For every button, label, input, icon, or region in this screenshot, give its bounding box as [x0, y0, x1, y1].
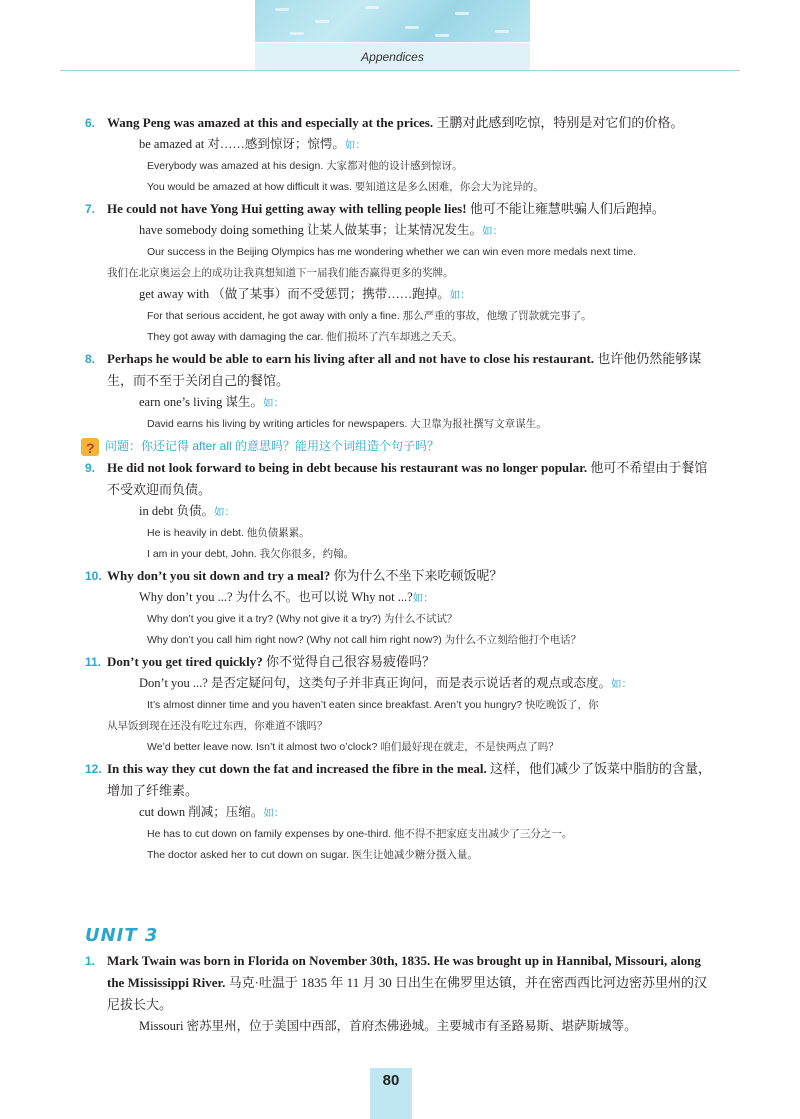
- entry-chinese: 王鹏对此感到吃惊，特别是对它们的价格。: [436, 115, 684, 130]
- entry-english: Wang Peng was amazed at this and especially at the prices.: [107, 115, 434, 130]
- usage-note: [139, 587, 713, 609]
- entry-number: 8.: [85, 352, 96, 366]
- entry-english: In this way they cut down the fat and increased the fibre in the meal.: [107, 761, 487, 776]
- example-sentence: Everybody was amazed at his design. 大家都对他的设计感到惊讶。: [147, 160, 463, 172]
- entry-number: 7.: [85, 202, 96, 216]
- header-divider: [60, 70, 740, 71]
- usage-note: [139, 1016, 713, 1037]
- entry-english: Why don’t you sit down and try a meal?: [107, 568, 331, 583]
- usage-note-text: have somebody doing something 让某人做某事；让某情况发生。: [139, 223, 483, 237]
- entry-english: Mark Twain was born in Florida on November 30th, 1835. He was brought up in Hannibal, Missouri, along the Mississippi River.: [107, 953, 701, 990]
- entry-number: 11.: [85, 655, 102, 669]
- example-continuation: 我们在北京奥运会上的成功让我真想知道下一届我们能否赢得更多的奖牌。: [107, 267, 454, 279]
- usage-note: [139, 673, 713, 695]
- usage-note-text: Missouri 密苏里州，位于美国中西部，首府杰佛逊城。主要城市有圣路易斯、堪萨斯城等。: [139, 1019, 637, 1033]
- page-number: 80: [382, 1072, 400, 1089]
- example-sentence: Why don’t you give it a try? (Why not give it a try?) 为什么不试试？: [147, 613, 458, 625]
- example-sentence: It’s almost dinner time and you haven’t eaten since breakfast. Aren’t you hungry? 快吃晚饭了，你: [147, 699, 599, 711]
- entry-heading: [85, 758, 713, 802]
- usage-note-text: in debt 负债。: [139, 504, 214, 518]
- entry-chinese: 这样，他们减少了饭菜中脂肪的含量，增加了纤维素。: [107, 761, 712, 798]
- example-sentence: He is heavily in debt. 他负债累累。: [147, 527, 310, 539]
- entry-english: He could not have Yong Hui getting away with telling people lies!: [107, 201, 467, 216]
- entry-chinese: 他可不希望由于餐馆不受欢迎而负债。: [107, 460, 708, 497]
- example-sentence: The doctor asked her to cut down on sugar. 医生让她减少糖分摄入量。: [147, 849, 478, 861]
- header-decoration: [255, 0, 530, 42]
- entry-heading: [85, 950, 713, 1016]
- question-icon: [81, 438, 99, 456]
- entry-chinese: 也许他仍然能够谋生，而不至于关闭自己的餐馆。: [107, 351, 702, 388]
- example-marker: 如：: [262, 397, 284, 409]
- notes-list: [85, 112, 713, 866]
- entry-number: 6.: [85, 116, 96, 130]
- example-continuation: 从早饭到现在还没有吃过东西，你难道不饿吗？: [107, 720, 328, 732]
- example-sentence: I am in your debt, John. 我欠你很多，约翰。: [147, 548, 355, 560]
- entry-english: He did not look forward to being in debt because his restaurant was no longer popular.: [107, 460, 588, 475]
- example-marker: 如：: [263, 807, 285, 819]
- usage-note-text: Why don’t you ...? 为什么不。也可以说 Why not ...?: [139, 590, 413, 604]
- example-marker: 如：: [344, 139, 366, 151]
- usage-note-text: cut down 削减；压缩。: [139, 805, 264, 819]
- example-sentence: You would be amazed at how difficult it was. 要知道这是多么困难，你会大为诧异的。: [147, 181, 544, 193]
- question-text: 问题：你还记得 after all 的意思吗？能用这个词组造个句子吗？: [105, 439, 440, 453]
- example-sentence: He has to cut down on family expenses by one-third. 他不得不把家庭支出减少了三分之一。: [147, 828, 573, 840]
- entry-chinese: 马克·吐温于 1835 年 11 月 30 日出生在佛罗里达镇，并在密西西比河边密苏里州的汉尼拔长大。: [107, 975, 707, 1012]
- usage-note: [139, 501, 713, 523]
- usage-note-text: get away with （做了某事）而不受惩罚；携带……跑掉。: [139, 287, 450, 301]
- usage-note-text: Don’t you ...? 是否定疑问句，这类句子并非真正询问，而是表示说话者的观点或态度。: [139, 676, 611, 690]
- entry-heading: [85, 198, 713, 220]
- example-marker: 如：: [412, 592, 434, 604]
- unit-title: UNIT 3: [85, 925, 159, 946]
- entry-heading: [85, 565, 713, 587]
- entry-heading: [85, 457, 713, 501]
- usage-note: [139, 284, 713, 306]
- usage-note: [139, 802, 713, 824]
- example-sentence: They got away with damaging the car. 他们损坏了汽车却逃之夭夭。: [147, 331, 463, 343]
- example-marker: 如：: [611, 678, 632, 690]
- example-marker: 如：: [449, 289, 471, 301]
- example-sentence: We’d better leave now. Isn’t it almost two o’clock? 咱们最好现在就走，不是快两点了吗？: [147, 741, 559, 753]
- unit-notes-list: [85, 950, 713, 1037]
- example-marker: 如：: [482, 225, 504, 237]
- usage-note: [139, 392, 713, 414]
- entry-number: 1.: [85, 954, 96, 968]
- example-sentence: Why don’t you call him right now? (Why not call him right now?) 为什么不立刻给他打个电话？: [147, 634, 582, 646]
- entry-heading: [85, 348, 713, 392]
- entry-heading: [85, 112, 713, 134]
- usage-note-text: earn one’s living 谋生。: [139, 395, 263, 409]
- usage-note: [139, 134, 713, 156]
- entry-number: 9.: [85, 461, 96, 475]
- section-header: [255, 42, 530, 71]
- entry-english: Don’t you get tired quickly?: [107, 654, 263, 669]
- entry-number: 12.: [85, 762, 102, 776]
- question-prompt: [107, 435, 713, 457]
- entry-chinese: 他可不能让雍慧哄骗人们后跑掉。: [469, 201, 665, 216]
- example-marker: 如：: [214, 506, 235, 518]
- example-sentence: David earns his living by writing articles for newspapers. 大卫靠为报社撰写文章谋生。: [147, 418, 547, 430]
- example-sentence: Our success in the Beijing Olympics has me wondering whether we can win even more medals next time.: [147, 246, 637, 258]
- entry-heading: [85, 651, 713, 673]
- example-sentence: For that serious accident, he got away with only a fine. 那么严重的事故，他缴了罚款就完事了。: [147, 310, 592, 322]
- usage-note-text: be amazed at 对……感到惊讶；惊愕。: [139, 137, 345, 151]
- entry-english: Perhaps he would be able to earn his living after all and not have to close his restaurant.: [107, 351, 595, 366]
- entry-chinese: 你为什么不坐下来吃顿饭呢？: [333, 568, 503, 583]
- section-title: Appendices: [361, 50, 424, 64]
- entry-number: 10.: [85, 569, 102, 583]
- usage-note: [139, 220, 713, 242]
- entry-chinese: 你不觉得自己很容易疲倦吗？: [266, 654, 436, 669]
